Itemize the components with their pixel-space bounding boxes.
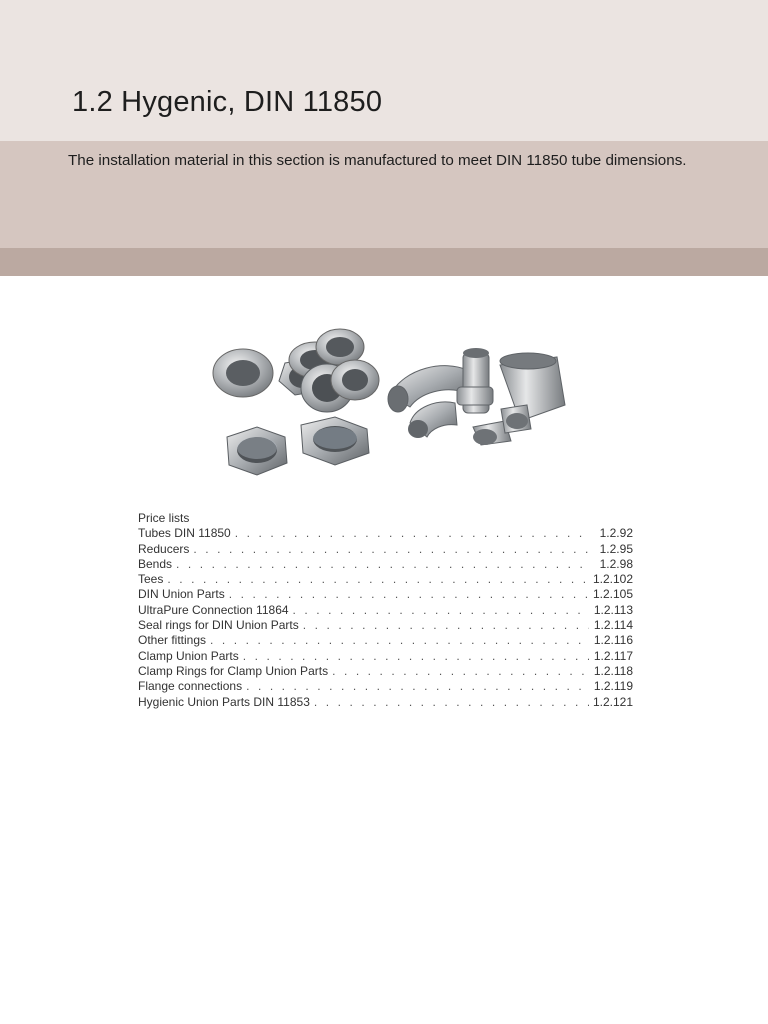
toc-page: 1.2.116 [593, 633, 633, 648]
toc-page: 1.2.98 [599, 556, 633, 571]
intro-text: The installation material in this section is manufactured to meet DIN 11850 tube dimensions. [68, 152, 687, 169]
leader-dots [332, 664, 589, 679]
toc-row[interactable] [138, 542, 633, 557]
toc-row[interactable] [138, 587, 633, 602]
toc-label: Tees [138, 572, 164, 587]
toc-page: 1.2.92 [599, 526, 633, 541]
leader-dots [229, 587, 589, 602]
toc-page: 1.2.121 [592, 694, 633, 709]
page-title: 1.2 Hygenic, DIN 11850 [72, 86, 383, 118]
leader-dots [176, 557, 589, 572]
toc-label: Other fittings [138, 633, 207, 648]
toc-label: Flange connections [138, 679, 243, 694]
toc-label: Seal rings for DIN Union Parts [138, 618, 299, 633]
toc-label: Reducers [138, 541, 190, 556]
toc-row[interactable] [138, 664, 633, 679]
title-band [0, 0, 768, 141]
toc-row[interactable] [138, 557, 633, 572]
toc-label: Clamp Rings for Clamp Union Parts [138, 663, 329, 678]
toc-label: Tubes DIN 11850 [138, 526, 231, 541]
toc-page: 1.2.119 [593, 679, 633, 694]
toc-label: Hygienic Union Parts DIN 11853 [138, 694, 310, 709]
leader-dots [235, 526, 589, 541]
leader-dots [210, 633, 589, 648]
toc-page: 1.2.95 [599, 541, 633, 556]
bends-and-reducers [388, 348, 565, 445]
toc-page: 1.2.105 [592, 587, 633, 602]
toc-page: 1.2.118 [593, 663, 633, 678]
leader-dots [246, 679, 589, 694]
leader-dots [193, 542, 589, 557]
toc-page: 1.2.102 [592, 572, 633, 587]
toc-row[interactable] [138, 695, 633, 710]
toc-page: 1.2.114 [593, 618, 633, 633]
toc-page: 1.2.113 [593, 602, 633, 617]
toc-row[interactable] [138, 572, 633, 587]
toc-row[interactable] [138, 633, 633, 648]
leader-dots [303, 618, 589, 633]
leader-dots [167, 572, 589, 587]
toc-row[interactable] [138, 603, 633, 618]
price-lists [138, 511, 633, 710]
toc-row[interactable] [138, 649, 633, 664]
leader-dots [314, 695, 589, 710]
union-nuts [213, 329, 379, 475]
leader-dots [243, 649, 589, 664]
toc-label: Clamp Union Parts [138, 648, 239, 663]
toc-label: Bends [138, 556, 173, 571]
toc-page: 1.2.117 [593, 648, 633, 663]
price-lists-heading: Price lists [138, 511, 190, 525]
toc-row[interactable] [138, 679, 633, 694]
divider-strip [0, 248, 768, 276]
toc-label: UltraPure Connection 11864 [138, 602, 289, 617]
toc-row[interactable] [138, 618, 633, 633]
toc-row[interactable] [138, 526, 633, 541]
toc-label: DIN Union Parts [138, 587, 225, 602]
fittings-photo [205, 325, 575, 495]
leader-dots [293, 603, 589, 618]
